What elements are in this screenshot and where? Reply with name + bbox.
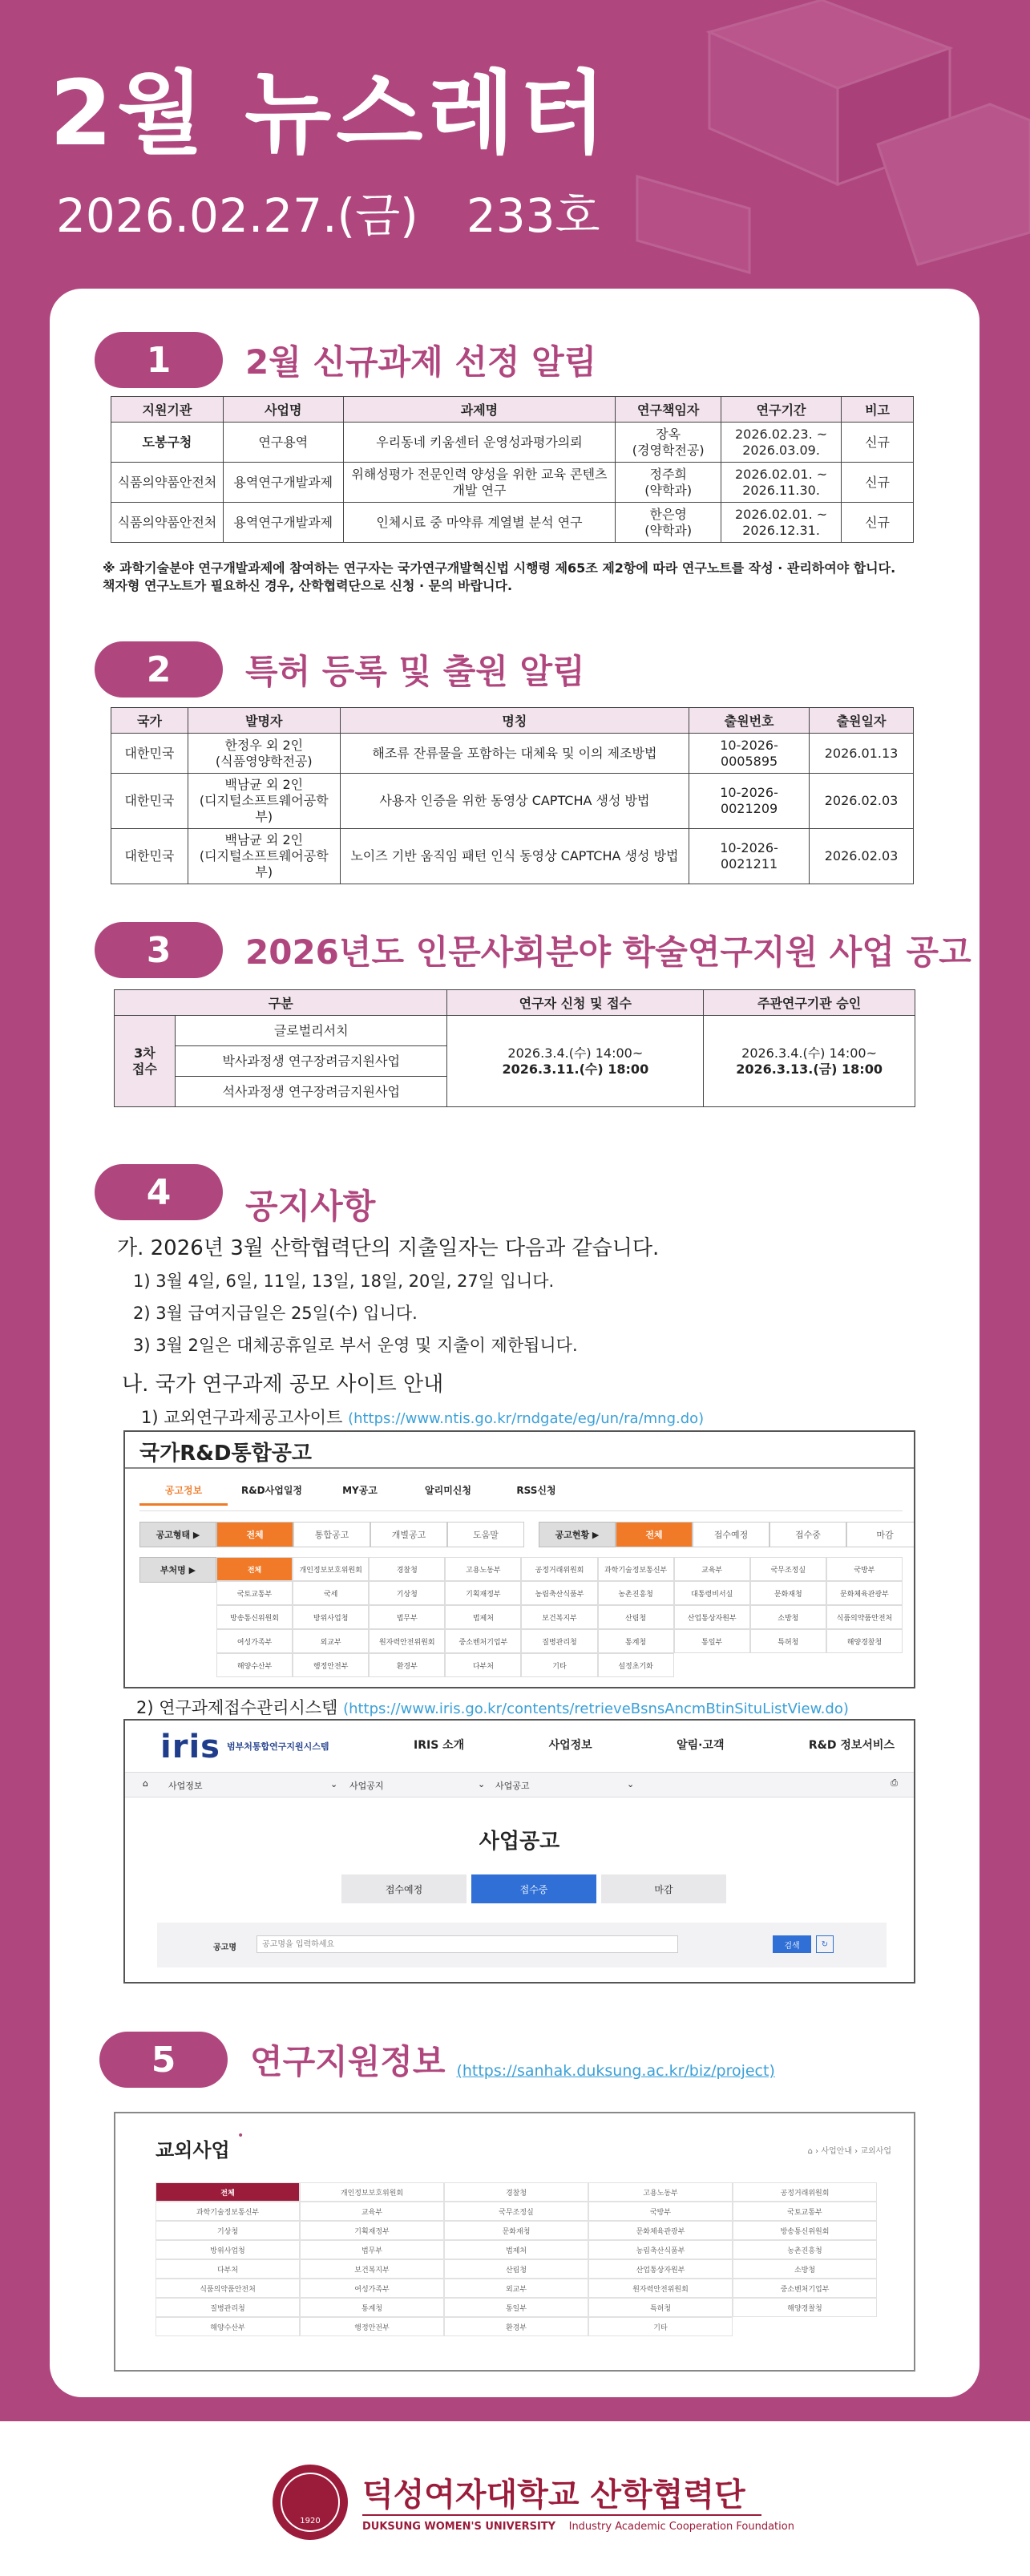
- ntis-type-options: [216, 1522, 524, 1547]
- ntis-tab[interactable]: R&D사업일정: [240, 1485, 303, 1496]
- iris-nav-item[interactable]: R&D 정보서비스: [808, 1739, 895, 1752]
- ntis-dept-option[interactable]: 외교부: [293, 1629, 369, 1653]
- ntis-dept-option[interactable]: 산업통상자원부: [674, 1605, 750, 1629]
- iris-label: 2) 연구과제접수관리시스템: [136, 1698, 338, 1717]
- ministry-cell[interactable]: 국방부: [588, 2202, 733, 2221]
- table-cell: 신규: [842, 503, 914, 543]
- table-cell: 2026.02.01. ~ 2026.12.31.: [721, 503, 842, 543]
- crumb-2[interactable]: 사업공지: [349, 1781, 384, 1791]
- ministry-cell[interactable]: 다부처: [156, 2259, 300, 2279]
- ministry-cell[interactable]: 경찰청: [444, 2182, 588, 2202]
- table-row: [111, 423, 914, 463]
- table-cell: 10-2026-0005895: [689, 734, 810, 774]
- table-cell: 사용자 인증을 위한 동영상 CAPTCHA 생성 방법: [340, 774, 689, 829]
- ntis-dept-option[interactable]: 고용노동부: [445, 1557, 521, 1581]
- ntis-dept-grid: [139, 1557, 903, 1677]
- table-cell: 인체시료 중 마약류 계열별 분석 연구: [343, 503, 616, 543]
- table-cell: 백남균 외 2인 (디지털소프트웨어공학부): [188, 829, 340, 884]
- iris-link-line: [136, 1695, 849, 1719]
- ntis-dept-option[interactable]: 개인정보보호위원회: [293, 1557, 369, 1581]
- ntis-dept-option[interactable]: 방위사업청: [293, 1605, 369, 1629]
- col-header-category: 구분: [115, 990, 447, 1016]
- iris-screenshot: [123, 1719, 915, 1984]
- newsletter-date-issue: [56, 178, 600, 245]
- ministry-cell[interactable]: 통계청: [300, 2298, 444, 2317]
- ntis-tab[interactable]: MY공고: [342, 1485, 378, 1496]
- approve-end: 2026.3.13.(금) 18:00: [736, 1061, 883, 1077]
- research-note-notice: ※ 과학기술분야 연구개발과제에 참여하는 연구자는 국가연구개발혁신법 시행령 제65조 제2항에 따라 연구노트를 작성 · 관리하여야 합니다. 책자형 연구노트가 필요하신 경우, 산학협력단으로 신청 · 문의 바랍니다.: [103, 560, 896, 593]
- ministry-cell[interactable]: 해양수산부: [156, 2317, 300, 2336]
- table-cell: 2026.02.23. ~ 2026.03.09.: [721, 423, 842, 463]
- crumb-1[interactable]: 사업안내: [821, 2147, 852, 2156]
- ministry-cell[interactable]: 여성가족부: [300, 2279, 444, 2298]
- section-1-header: [95, 332, 596, 388]
- ntis-option[interactable]: 통합공고: [293, 1522, 370, 1547]
- ntis-dept-option[interactable]: 국세: [293, 1581, 369, 1605]
- table-cell: 정주희 (약학과): [616, 463, 721, 503]
- iris-breadcrumb: ⌂ 사업정보 ⌄ 사업공지 ⌄ 사업공고 ⌄ ⎙: [125, 1772, 914, 1798]
- ntis-option[interactable]: 도움말: [447, 1522, 524, 1547]
- ntis-label: 1) 교외연구과제공고사이트: [141, 1408, 343, 1427]
- table-cell: 백남균 외 2인 (디지털소프트웨어공학부): [188, 774, 340, 829]
- table-cell: 대한민국: [111, 734, 188, 774]
- ministry-cell[interactable]: 외교부: [444, 2279, 588, 2298]
- ntis-dept-option[interactable]: 법제처: [445, 1605, 521, 1629]
- table-cell: 10-2026-0021211: [689, 829, 810, 884]
- ntis-dept-option[interactable]: 기상청: [369, 1581, 445, 1605]
- ntis-option[interactable]: 전체: [616, 1522, 693, 1547]
- section-number: 2: [95, 641, 223, 698]
- ministry-cell[interactable]: 보건복지부: [300, 2259, 444, 2279]
- ntis-dept-option[interactable]: 교육부: [674, 1557, 750, 1581]
- ministry-cell[interactable]: 방송통신위원회: [733, 2221, 877, 2240]
- seal-year: 1920: [281, 2473, 340, 2532]
- ntis-tab[interactable]: 공고정보: [139, 1483, 228, 1506]
- section-number: 5: [99, 2032, 228, 2088]
- ministry-cell[interactable]: 농촌진흥청: [733, 2240, 877, 2259]
- table-cell: 노이즈 기반 움직임 패턴 인식 동영상 CAPTCHA 생성 방법: [340, 829, 689, 884]
- iris-tabs: [341, 1874, 726, 1903]
- ministry-cell[interactable]: 방위사업청: [156, 2240, 300, 2259]
- iris-tab-closed[interactable]: 마감: [601, 1874, 726, 1903]
- ministry-cell[interactable]: 법제처: [444, 2240, 588, 2259]
- table-cell: 대한민국: [111, 829, 188, 884]
- section-3-header: [95, 922, 971, 978]
- table-cell: 위해성평가 전문인력 양성을 위한 교육 콘텐츠 개발 연구: [343, 463, 616, 503]
- col-header: 명칭: [340, 708, 689, 734]
- home-icon[interactable]: ⌂: [143, 1778, 148, 1789]
- iris-link[interactable]: (https://www.iris.go.kr/contents/retrieveBsnsAncmBtinSituListView.do): [343, 1700, 849, 1717]
- crumb-1[interactable]: 사업정보: [168, 1781, 203, 1791]
- table-header-row: [111, 708, 914, 734]
- ntis-dept-option[interactable]: 다부처: [445, 1653, 521, 1677]
- table-row: [111, 774, 914, 829]
- ministry-cell[interactable]: 중소벤처기업부: [733, 2279, 877, 2298]
- approve-period: [704, 1016, 915, 1107]
- ntis-dept-option[interactable]: 방송통신위원회: [216, 1605, 293, 1629]
- ntis-spacer: [139, 1629, 216, 1653]
- ntis-dept-option[interactable]: 원자력안전위원회: [369, 1629, 445, 1653]
- ministry-cell[interactable]: 공정거래위원회: [733, 2182, 877, 2202]
- table-cell: 용역연구개발과제: [223, 503, 343, 543]
- sanhak-ministry-grid: [156, 2182, 877, 2336]
- iris-nav-item[interactable]: 사업정보: [548, 1739, 592, 1752]
- refresh-icon[interactable]: ↻: [816, 1935, 834, 1953]
- national-sites-heading: 나. 국가 연구과제 공모 사이트 안내: [122, 1373, 444, 1397]
- crumb-3[interactable]: 사업공고: [495, 1781, 530, 1791]
- ntis-spacer: [139, 1581, 216, 1605]
- ministry-cell[interactable]: 환경부: [444, 2317, 588, 2336]
- ntis-option[interactable]: 접수중: [769, 1522, 846, 1547]
- ntis-dept-option[interactable]: 해양경찰청: [826, 1629, 903, 1653]
- ntis-dept-option[interactable]: 공정거래위원회: [521, 1557, 597, 1581]
- ntis-option[interactable]: 마감: [846, 1522, 915, 1547]
- table-row: [111, 734, 914, 774]
- table-cell: 도봉구청: [111, 423, 224, 463]
- expense-dates-heading: 가. 2026년 3월 산학협력단의 지출일자는 다음과 같습니다.: [117, 1236, 660, 1260]
- col-header: 과제명: [343, 397, 616, 423]
- iris-tab-open[interactable]: 접수중: [471, 1874, 596, 1903]
- ntis-dept-option[interactable]: 식품의약품안전처: [826, 1605, 903, 1629]
- table-row: [111, 503, 914, 543]
- table-cell: 2026.01.13: [810, 734, 914, 774]
- holiday-item: 3) 3월 2일은 대체공휴일로 부서 운영 및 지출이 제한됩니다.: [133, 1336, 578, 1355]
- ministry-cell[interactable]: 문화체육관광부: [588, 2221, 733, 2240]
- ministry-cell[interactable]: 교육부: [300, 2202, 444, 2221]
- ministry-cell[interactable]: 질병관리청: [156, 2298, 300, 2317]
- ntis-dept-option[interactable]: 여성가족부: [216, 1629, 293, 1653]
- iris-search-label: 공고명: [213, 1943, 236, 1952]
- table-row: [111, 463, 914, 503]
- ministry-cell[interactable]: 기타: [588, 2317, 733, 2336]
- table-cell: 2026.02.03: [810, 829, 914, 884]
- table-cell: 대한민국: [111, 774, 188, 829]
- ntis-tab[interactable]: RSS신청: [516, 1485, 556, 1496]
- ntis-dept-option[interactable]: 과학기술정보통신부: [598, 1557, 674, 1581]
- ministry-cell[interactable]: 원자력안전위원회: [588, 2279, 733, 2298]
- ntis-dept-option[interactable]: 통일부: [674, 1629, 750, 1653]
- section-2-header: [95, 641, 585, 698]
- iris-heading: 사업공고: [479, 1830, 560, 1854]
- ministry-cell[interactable]: 국토교통부: [733, 2202, 877, 2221]
- ntis-dept-option[interactable]: 산림청: [598, 1605, 674, 1629]
- background-cubes-decoration: [613, 0, 1030, 289]
- crumb-2[interactable]: 교외사업: [860, 2147, 891, 2156]
- ministry-cell[interactable]: 법무부: [300, 2240, 444, 2259]
- col-header: 발명자: [188, 708, 340, 734]
- ministry-cell[interactable]: 산업통상자원부: [588, 2259, 733, 2279]
- col-header: 연구기간: [721, 397, 842, 423]
- table-cell: 10-2026-0021209: [689, 774, 810, 829]
- table-cell: 2026.02.01. ~ 2026.11.30.: [721, 463, 842, 503]
- duksung-seal-logo: [273, 2465, 348, 2540]
- ntis-dept-option[interactable]: 질병관리청: [521, 1629, 597, 1653]
- print-icon[interactable]: ⎙: [891, 1777, 898, 1788]
- table-cell: 신규: [842, 463, 914, 503]
- table-cell: 2026.02.03: [810, 774, 914, 829]
- section-5-header: [99, 2032, 775, 2088]
- ntis-option[interactable]: 전체: [216, 1522, 293, 1547]
- expense-dates-item: 1) 3월 4일, 6일, 11일, 13일, 18일, 20일, 27일 입니다.: [133, 1272, 555, 1291]
- ministry-cell[interactable]: 농림축산식품부: [588, 2240, 733, 2259]
- ministry-cell[interactable]: 산림청: [444, 2259, 588, 2279]
- iris-logo: [160, 1729, 329, 1765]
- table-cell: 식품의약품안전처: [111, 463, 224, 503]
- section-title: 특허 등록 및 출원 알림: [245, 652, 585, 691]
- ntis-dept-option[interactable]: 환경부: [369, 1653, 445, 1677]
- sanhak-page-title: 교외사업: [156, 2139, 230, 2161]
- sanhak-screenshot: 교외사업 • ⌂ › 사업안내 › 교외사업 전체 개인정보보호위원회 경찰청 고용노동부 공정거래위원회 과학기술정보통신부 교육부 국무조정실 국방부 국토교통부 기상청 기획재정부 문화재청 문화체육관광부 방송통신위원회 방위사업청 법무부 법제처 농림축산식품부 농촌진흥청 다부처 보건복지부 산림청 산업통상자원부 소방청 식품의약품안전처 여성가족부 외교부 원자력안전위원회 중소벤처기업부 질병관리청 통계청 통일부 특허청 해양경찰청 해양수산부 행정안전부 환경부 기타: [114, 2112, 915, 2372]
- section-title: 연구지원정보: [250, 2042, 446, 2081]
- ntis-dept-option[interactable]: 행정안전부: [293, 1653, 369, 1677]
- ntis-status-options: [616, 1522, 915, 1547]
- ntis-dept-option[interactable]: 경찰청: [369, 1557, 445, 1581]
- ntis-type-label: 공고형태 ▶: [139, 1522, 216, 1547]
- section-title: 2월 신규과제 선정 알림: [245, 342, 597, 382]
- section-number: 1: [95, 332, 223, 388]
- apply-end: 2026.3.11.(수) 18:00: [502, 1061, 649, 1077]
- table-cell: 장옥 (경영학전공): [616, 423, 721, 463]
- sanhak-link[interactable]: (https://sanhak.duksung.ac.kr/biz/project): [456, 2062, 775, 2080]
- ntis-dept-option[interactable]: 농촌진흥청: [598, 1581, 674, 1605]
- ntis-dept-option[interactable]: 보건복지부: [521, 1605, 597, 1629]
- ntis-dept-option[interactable]: 설정초기화: [598, 1653, 674, 1677]
- ntis-spacer: [139, 1653, 216, 1677]
- program-item: 석사과정생 연구장려금지원사업: [175, 1077, 447, 1107]
- iris-nav-item[interactable]: IRIS 소개: [414, 1739, 465, 1752]
- ministry-cell[interactable]: 식품의약품안전처: [156, 2279, 300, 2298]
- table-cell: 신규: [842, 423, 914, 463]
- footer-english-name: [362, 2521, 794, 2533]
- col-header: 국가: [111, 708, 188, 734]
- ntis-dept-option[interactable]: 특허청: [750, 1629, 826, 1653]
- section-number: 4: [95, 1164, 223, 1220]
- ntis-dept-option[interactable]: 국방부: [826, 1557, 903, 1581]
- table-cell: 우리동네 키움센터 운영성과평가의뢰: [343, 423, 616, 463]
- iris-logo-text: iris: [160, 1729, 220, 1765]
- approve-start: 2026.3.4.(수) 14:00~: [741, 1045, 878, 1061]
- ntis-dept-option[interactable]: 문화재청: [750, 1581, 826, 1605]
- footer-org-name: 덕성여자대학교 산학협력단: [362, 2477, 745, 2513]
- ntis-dept-option[interactable]: 농림축산식품부: [521, 1581, 597, 1605]
- ntis-dept-option[interactable]: 문화체육관광부: [826, 1581, 903, 1605]
- humanities-grant-table: [114, 989, 915, 1107]
- ministry-cell[interactable]: 통일부: [444, 2298, 588, 2317]
- ministry-cell[interactable]: 해양경찰청: [733, 2298, 877, 2317]
- ntis-screenshot: [123, 1430, 915, 1688]
- footer: [0, 2421, 1030, 2576]
- col-header: 출원일자: [810, 708, 914, 734]
- ntis-dept-option[interactable]: 기획재정부: [445, 1581, 521, 1605]
- ntis-link[interactable]: (https://www.ntis.go.kr/rndgate/eg/un/ra/mng.do): [348, 1410, 705, 1427]
- section-title: 공지사항: [245, 1187, 376, 1226]
- ntis-dept-option[interactable]: 대통령비서실: [674, 1581, 750, 1605]
- ministry-cell[interactable]: 특허청: [588, 2298, 733, 2317]
- issue-date: 2026.02.27.(금): [56, 188, 418, 243]
- ntis-filter-row: [139, 1522, 915, 1547]
- ntis-option[interactable]: 개별공고: [370, 1522, 447, 1547]
- ntis-dept-option[interactable]: 중소벤처기업부: [445, 1629, 521, 1653]
- iris-nav-item[interactable]: 알림·고객: [677, 1739, 725, 1752]
- col-header: 출원번호: [689, 708, 810, 734]
- ministry-cell[interactable]: 문화재청: [444, 2221, 588, 2240]
- ntis-tab[interactable]: 알리미신청: [425, 1485, 471, 1496]
- table-cell: 식품의약품안전처: [111, 503, 224, 543]
- col-header-apply: 연구자 신청 및 접수: [447, 990, 704, 1016]
- ministry-cell[interactable]: 행정안전부: [300, 2317, 444, 2336]
- ntis-dept-label: 부처명 ▶: [139, 1557, 216, 1583]
- ntis-status-label: 공고현황 ▶: [539, 1522, 616, 1547]
- footer-en-foundation: Industry Academic Cooperation Foundation: [568, 2521, 794, 2533]
- ntis-dept-option[interactable]: 기타: [521, 1653, 597, 1677]
- table-cell: 해조류 잔류물을 포함하는 대체육 및 이의 제조방법: [340, 734, 689, 774]
- issue-number: 233호: [466, 188, 600, 243]
- ntis-dept-option[interactable]: 법무부: [369, 1605, 445, 1629]
- ministry-cell[interactable]: 기획재정부: [300, 2221, 444, 2240]
- ministry-cell[interactable]: 기상청: [156, 2221, 300, 2240]
- ntis-dept-option[interactable]: 소방청: [750, 1605, 826, 1629]
- round-label: 3차 접수: [115, 1016, 176, 1107]
- apply-start: 2026.3.4.(수) 14:00~: [507, 1045, 644, 1061]
- iris-search-button[interactable]: 검색: [773, 1935, 811, 1953]
- ministry-cell[interactable]: 고용노동부: [588, 2182, 733, 2202]
- iris-tab-upcoming[interactable]: 접수예정: [341, 1874, 467, 1903]
- ntis-title: 국가R&D통합공고: [139, 1442, 312, 1466]
- program-item: 글로벌리서치: [175, 1016, 447, 1046]
- payday-item: 2) 3월 급여지급일은 25일(수) 입니다.: [133, 1304, 418, 1323]
- ntis-spacer: [139, 1557, 216, 1581]
- ministry-cell[interactable]: 개인정보보호위원회: [300, 2182, 444, 2202]
- table-cell: 연구용역: [223, 423, 343, 463]
- table-cell: 용역연구개발과제: [223, 463, 343, 503]
- table-cell: 한정우 외 2인 (식품영양학전공): [188, 734, 340, 774]
- ntis-spacer: [139, 1605, 216, 1629]
- col-header: 사업명: [223, 397, 343, 423]
- footer-en-univ: DUKSUNG WOMEN'S UNIVERSITY: [362, 2521, 556, 2533]
- ntis-dept-option[interactable]: 국토교통부: [216, 1581, 293, 1605]
- ntis-dept-option[interactable]: 해양수산부: [216, 1653, 293, 1677]
- ministry-cell[interactable]: 과학기술정보통신부: [156, 2202, 300, 2221]
- apply-period: [447, 1016, 704, 1107]
- col-header: 연구책임자: [616, 397, 721, 423]
- newsletter-title: 2월 뉴스레터: [50, 62, 611, 166]
- ministry-cell[interactable]: 전체: [156, 2182, 300, 2202]
- patent-table: [111, 707, 914, 884]
- program-item: 박사과정생 연구장려금지원사업: [175, 1046, 447, 1077]
- ntis-option[interactable]: 접수예정: [693, 1522, 769, 1547]
- iris-logo-sub: 범부처통합연구지원시스템: [226, 1741, 329, 1752]
- ntis-dept-option[interactable]: 통계청: [598, 1629, 674, 1653]
- section-title: 2026년도 인문사회분야 학술연구지원 사업 공고: [245, 932, 971, 972]
- col-header: 비고: [842, 397, 914, 423]
- table-row: [111, 829, 914, 884]
- ministry-cell[interactable]: 소방청: [733, 2259, 877, 2279]
- table-cell: 한은영 (약학과): [616, 503, 721, 543]
- new-projects-table: [111, 396, 914, 543]
- col-header: 지원기관: [111, 397, 224, 423]
- section-4-header: [95, 1164, 376, 1226]
- ministry-cell[interactable]: 국무조정실: [444, 2202, 588, 2221]
- iris-search-bar: [157, 1923, 887, 1967]
- sanhak-breadcrumb: ⌂ › 사업안내 › 교외사업: [807, 2147, 891, 2156]
- iris-search-input[interactable]: [256, 1935, 678, 1953]
- table-header-row: [111, 397, 914, 423]
- ntis-tabs: [139, 1483, 580, 1506]
- ntis-dept-option[interactable]: 국무조정실: [750, 1557, 826, 1581]
- col-header-approve: 주관연구기관 승인: [704, 990, 915, 1016]
- ntis-dept-option[interactable]: 전체: [216, 1557, 293, 1581]
- ntis-link-line: [141, 1405, 704, 1429]
- iris-nav: [414, 1737, 895, 1753]
- section-number: 3: [95, 922, 223, 978]
